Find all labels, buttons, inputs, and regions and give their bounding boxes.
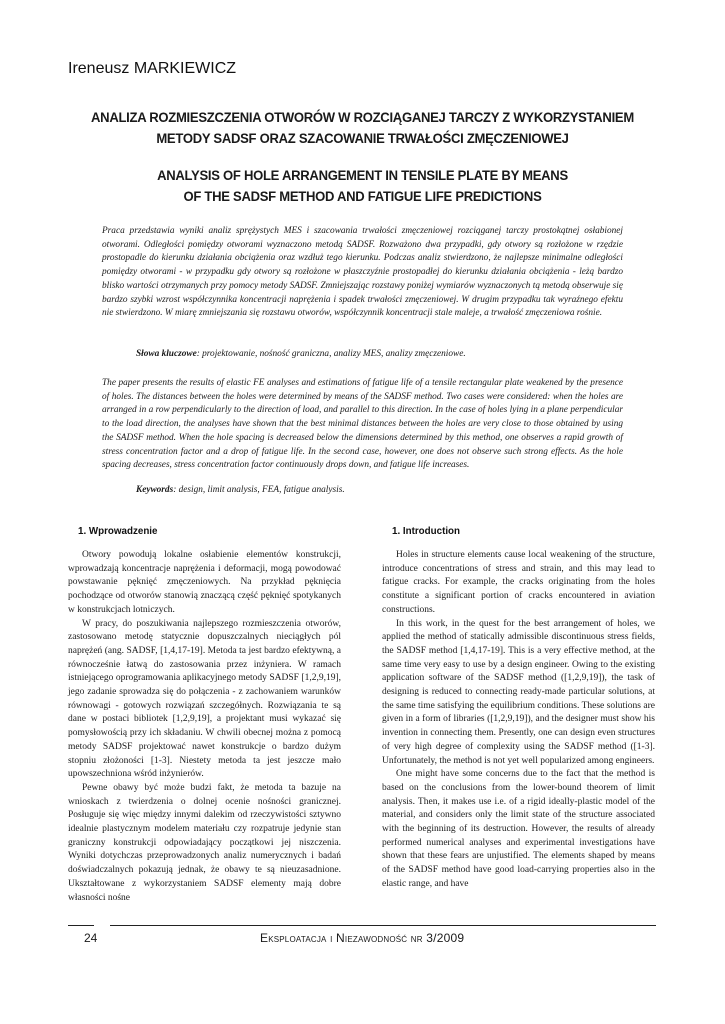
column-polish [68,526,341,905]
section-heading-polish: 1. Wprowadzenie [78,526,158,537]
keywords-polish [136,348,626,362]
keywords-english [136,484,626,498]
journal-name: Eksploatacja i Niezawodność nr 3/2009 [260,931,465,945]
paragraph: Otwory powodują lokalne osłabienie elementów konstrukcji, wprowadzają koncentracje naprężenia i deformacji, mogą powodować powstawanie pęknięć zmęczeniowych. Na przykład pęknięcia pochodzące od otworów stanowią znaczącą część pęknięć spotykanych w konstrukcjach lotniczych. [68,550,341,615]
abstract-polish: Praca przedstawia wyniki analiz sprężystych MES i szacowania trwałości zmęczeniowej rozciąganej tarczy prostokątnej osłabionej otworami. Odległości pomiędzy otworami wyznaczono metodą SADSF. Rozważono dwa przypadki, gdy otwory są rozłożone w rzędzie prostopadle do kierunku działania obciążenia oraz wzdłuż tego kierunku. Podczas analiz stwierdzono, że najlepsze minimalne odległości pomiędzy otworami - w przypadku gdy otwory są rozłożone w płaszczyźnie prostopadłej do kierunku działania obciążenia - leżą bardzo blisko wartości otrzymanych przy pomocy metody SADSF. Zmniejszając rozstawy poniżej wymiarów wyznaczonych tą metodą obserwuje się bardzo szybki wzrost współczynnika koncentracji naprężenia i spadek trwałości zmęczeniowej. W drugim przypadku tak wyraźnego efektu nie stwierdzono. W miarę zmniejszania się rozstawu otworów, współczynnik koncentracji stale maleje, a trwałość zmęczeniowa rośnie. [102,226,623,319]
column-english [382,526,655,892]
keywords-english-text: : design, limit analysis, FEA, fatigue analysis. [173,485,345,495]
section-heading-english: 1. Introduction [392,526,461,537]
keywords-english-label: Keywords [136,485,174,495]
page-number: 24 [84,931,98,945]
paragraph: Holes in structure elements cause local weakening of the structure, introduce concentrations of stress and strain, and this may lead to fatigue cracks. For example, the cracks originating from the holes constitute a significant portion of cracks encountered in aviation constructions. [382,550,655,615]
footer-rule-left [68,925,94,926]
abstract-english: The paper presents the results of elastic FE analyses and estimations of fatigue life of a tensile rectangular plate weakened by the presence of holes. The distances between the holes were determined by means of the SADSF method. Two cases were considered: when the holes are arranged in a row perpendicularly to the direction of load, and parallel to this direction. In the case of holes lying in a plane perpendicular to the load direction, the analyses have shown that the best minimal distances between the holes are very close to those obtained by using the SADSF method. When the hole spacing is decreased below the dimensions determined by this method, one observes a rapid growth of stress concentration factor and a drop of fatigue life. In the second case, however, one does not observe such strong effects. As the hole spacing decreases, stress concentration factor continuously drops down, and fatigue life increases. [102,378,623,471]
author-name: Ireneusz MARKIEWICZ [68,60,237,77]
title-polish-line: METODY SADSF ORAZ SZACOWANIE TRWAŁOŚCI ZMĘCZENIOWEJ [156,131,569,147]
title-english [80,166,646,208]
keywords-polish-label: Słowa kluczowe [136,349,197,359]
keywords-polish-text: : projektowanie, nośność graniczna, analizy MES, analizy zmęczeniowe. [196,349,466,359]
title-english-line: ANALYSIS OF HOLE ARRANGEMENT IN TENSILE PLATE BY MEANS [157,168,568,184]
footer-rule-right [110,925,656,926]
paragraph: W pracy, do poszukiwania najlepszego rozmieszczenia otworów, zastosowano metodę statycznie dopuszczalnych nieciągłych pól naprężeń (ang. SADSF, [1,4,17-19]. Metoda ta jest bardzo efektywną, a równocześnie łatwą do zastosowania przez inżyniera. W ramach istniejącego oprogramowania aplikacyjnego metody SADSF [1,2,9,19], jego zadanie sprowadza się do połączenia - z zachowaniem warunków równowagi - gotowych rozwiązań szczegółnych. Rozwiązania te są dane w postaci bibliotek [1,2,9,19], a projektant musi wykazać się pomysłowością przy ich składaniu. W chwili obecnej można z pomocą metody SADSF projektować nawet konstrukcje o bardzo dużym stopniu złożoności [1-3]. Niestety metoda ta jest jeszcze mało upowszechniona wśród inżynierów. [68,618,341,780]
title-polish [80,108,646,150]
paragraph: One might have some concerns due to the fact that the method is based on the conclusions from the lower-bound theorem of limit analysis. Then, it makes use i.e. of a rigid ideally-plastic model of the material, and considers only the limit state of the structure associated with the beginning of its destruction. However, the results of already performed numerical analyses and experimental investigations have shown that these fears are unjustified. The elements shaped by means of the SADSF method have good load-carrying properties also in the elastic range, and have [382,769,655,889]
title-polish-line: ANALIZA ROZMIESZCZENIA OTWORÓW W ROZCIĄGANEJ TARCZY Z WYKORZYSTANIEM [91,110,634,126]
paragraph: In this work, in the quest for the best arrangement of holes, we applied the method of statically admissible discontinuous stress fields, the SADSF method [1,4,17-19]. This is a very effective method, at the same time very easy to use by a design engineer. Owing to the existing application software of the SADSF method ([1,2,9,19]), the task of designing is reduced to connecting ready-made particular solutions, at the same time satisfying the equilibrium conditions. These solutions are given in a form of libraries ([1,2,9,19]), and the designer must show his invention in connecting them. Presently, one can design even structures of very high degree of complexity using the SADSF method ([1-3]. Unfortunately, the method is not yet well popularized among engineers. [382,618,655,766]
paragraph: Pewne obawy być może budzi fakt, że metoda ta bazuje na wnioskach z twierdzenia o dolnej ocenie nośności granicznej. Posługuje się więc między innymi dalekim od rzeczywistości sztywno idealnie plastycznym modelem materiału czy rozpatruje jedynie stan graniczny konstrukcji odpowiadający początkowi jej niszczenia. Wyniki dotychczas przeprowadzonych analiz numerycznych i badań doświadczalnych pokazują jednak, że obawy te są nieuzasadnione. Ukształtowane z wykorzystaniem SADSF elementy mają dobre własności nośne [68,782,341,903]
title-english-line: OF THE SADSF METHOD AND FATIGUE LIFE PREDICTIONS [183,189,542,205]
